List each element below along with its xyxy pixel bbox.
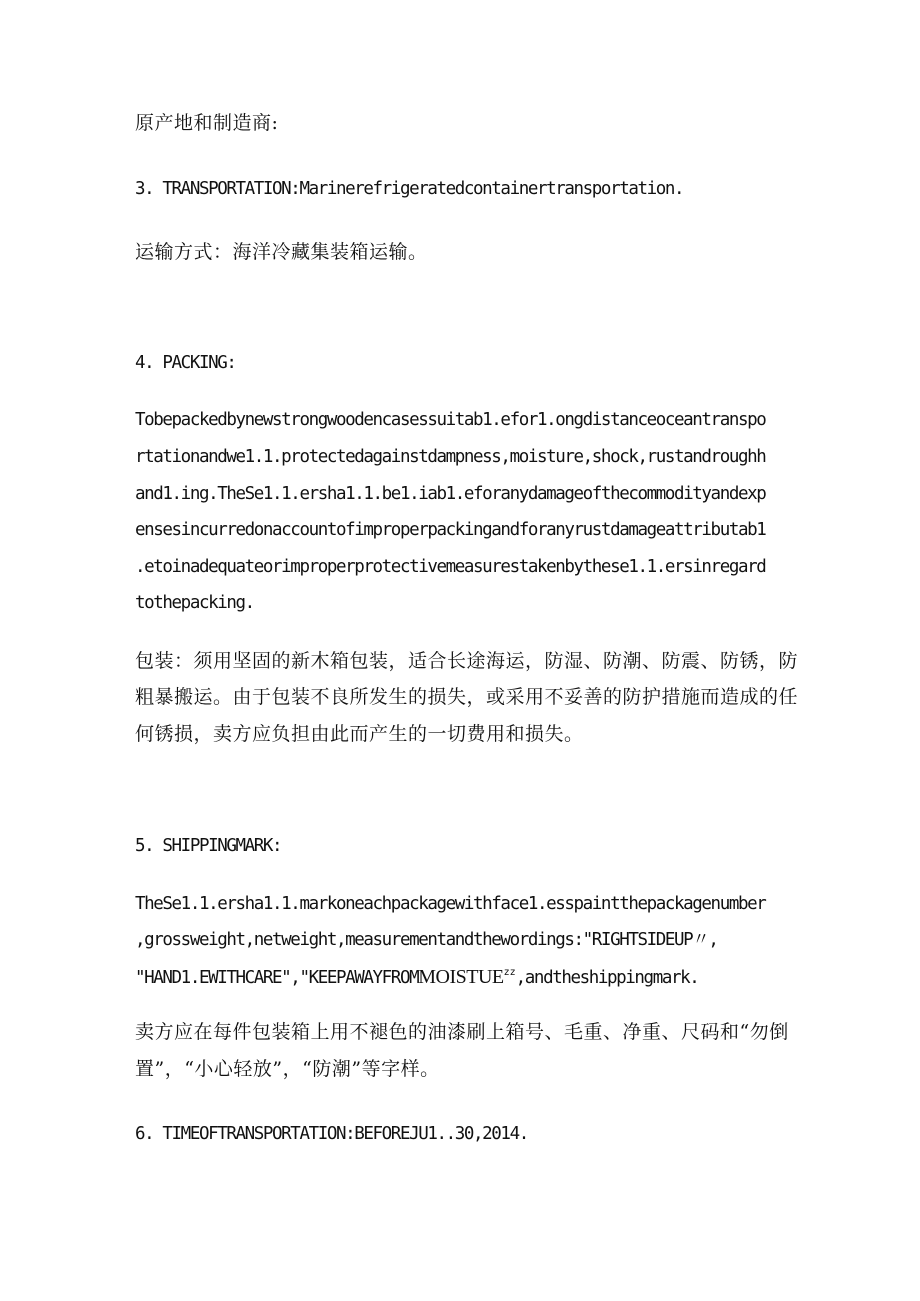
- section-5-en-part: "HAND1.EWITHCARE","KEEPAWAYFROM: [135, 968, 419, 988]
- section-4-en-line: and1.ing.TheSe1.1.ersha1.1.be1.iab1.eforanydamageofthecommodityandexp: [135, 484, 766, 504]
- section-3-cn: 运输方式：海洋冷藏集装箱运输。: [135, 241, 428, 263]
- section-4-cn-line: 何锈损，卖方应负担由此而产生的一切费用和损失。: [135, 723, 584, 745]
- section-4-cn-line: 粗暴搬运。由于包装不良所发生的损失，或采用不妥善的防护措施而造成的任: [135, 686, 799, 708]
- section-4-heading: 4. PACKING:: [135, 353, 236, 373]
- section-5-superscript: zz: [503, 967, 516, 978]
- section-5-cn-line: 置”，“小心轻放”，“防潮”等字样。: [135, 1058, 440, 1080]
- section-3-heading: 3. TRANSPORTATION:Marinerefrigeratedcontainertransportation.: [135, 179, 684, 199]
- section-5-heading: 5. SHIPPINGMARK:: [135, 836, 282, 856]
- section-5-en-part: ,andtheshippingmark.: [515, 968, 699, 988]
- section-5-en-line: [135, 967, 698, 988]
- section-5-en-line: ,grossweight,netweight,measurementandthewordings:"RIGHTSIDEUP〃,: [135, 930, 718, 950]
- section-6-heading: 6. TIMEOFTRANSPORTATION:BEFOREJU1..30,2014.: [135, 1124, 528, 1144]
- section-4-en-line: ensesincurredonaccountofimproperpackingandforanyrustdamageattributab1: [135, 520, 766, 540]
- origin-manufacturer-label: 原产地和制造商:: [135, 112, 279, 134]
- section-4-cn-line: 包装：须用坚固的新木箱包装，适合长途海运，防湿、防潮、防震、防锈，防: [135, 650, 799, 672]
- section-5-en-line: TheSe1.1.ersha1.1.markoneachpackagewithface1.esspaintthepackagenumber: [135, 894, 766, 914]
- section-5-moisture-word: MOISTUE: [418, 966, 504, 988]
- section-4-en-line: .etoinadequateorimproperprotectivemeasurestakenbythese1.1.ersinregard: [135, 557, 766, 577]
- section-4-en-line: rtationandwe1.1.protectedagainstdampness,moisture,shock,rustandroughh: [135, 447, 766, 467]
- section-4-en-line: tothepacking.: [135, 593, 254, 613]
- section-5-cn-line: 卖方应在每件包装箱上用不褪色的油漆刷上箱号、毛重、净重、尺码和“勿倒: [135, 1021, 789, 1043]
- section-4-en-line: Tobepackedbynewstrongwoodencasessuitab1.efor1.ongdistanceoceantranspo: [135, 410, 766, 430]
